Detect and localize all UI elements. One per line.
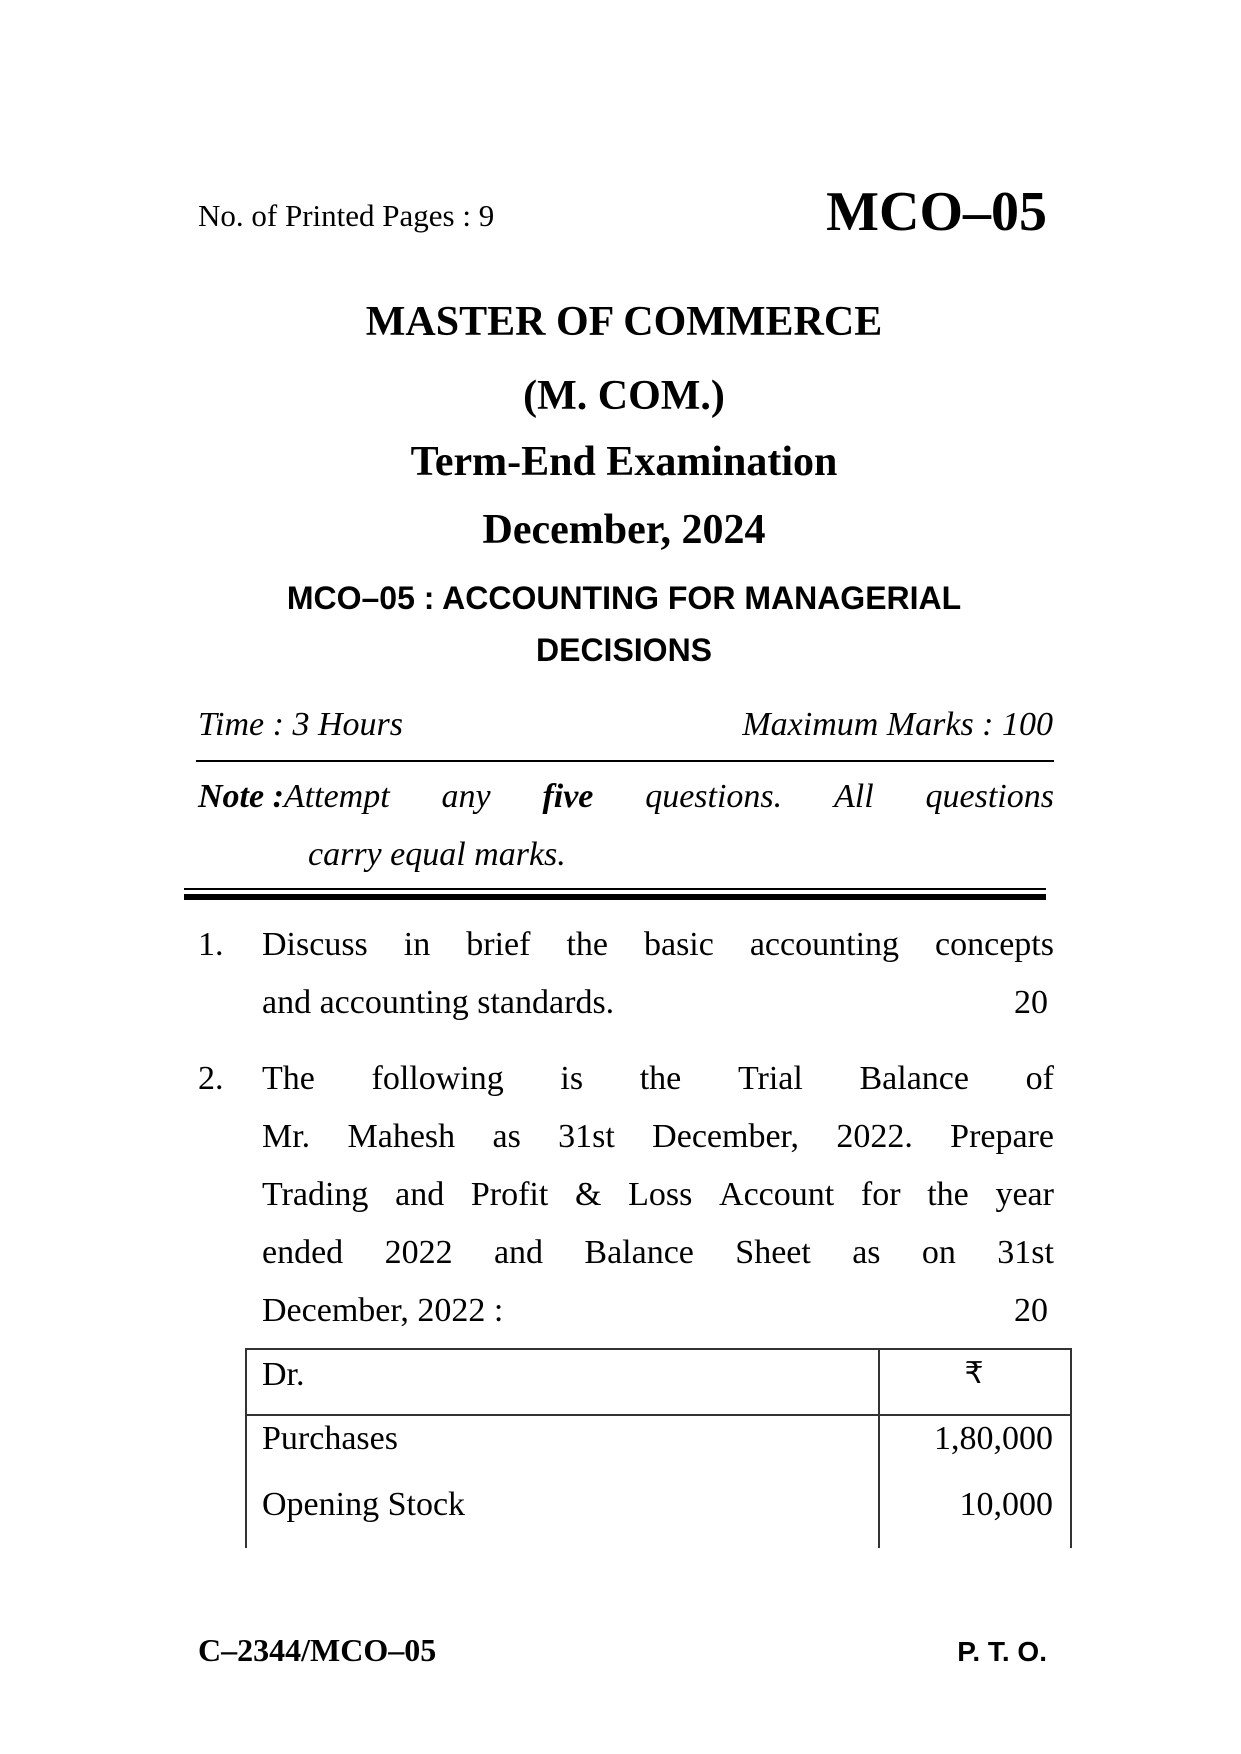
note-label: Note : <box>198 778 284 815</box>
note-line2: carry equal marks. <box>308 836 566 873</box>
program-abbreviation: (M. COM.) <box>523 373 725 419</box>
maximum-marks: Maximum Marks : 100 <box>742 706 1053 743</box>
note-word: Attempt <box>283 778 390 815</box>
table-header-divider <box>245 1414 1070 1416</box>
question-2 <box>198 1050 1054 1340</box>
question-text-line: Mr. Mahesh as 31st December, 2022. Prepare <box>262 1118 1054 1155</box>
rupee-icon: ₹ <box>964 1356 984 1391</box>
subject-title-line1: MCO–05 : ACCOUNTING FOR MANAGERIAL <box>286 580 962 616</box>
separator-thick <box>184 894 1046 900</box>
course-code: MCO–05 <box>826 181 1047 243</box>
question-text-line: The following is the Trial Balance of <box>262 1060 1054 1097</box>
question-text-line: December, 2022 : <box>262 1292 504 1329</box>
question-text-line: Trading and Profit & Loss Account for the year <box>262 1176 1054 1213</box>
question-text-line: Discuss in brief the basic accounting concepts <box>262 926 1054 963</box>
table-row-label: Purchases <box>262 1420 398 1457</box>
please-turn-over: P. T. O. <box>957 1636 1047 1667</box>
divider <box>196 760 1054 762</box>
question-text-line: ended 2022 and Balance Sheet as on 31st <box>262 1234 1054 1271</box>
question-number: 1. <box>198 926 224 963</box>
note-word: All <box>834 778 874 815</box>
printed-pages-count: No. of Printed Pages : 9 <box>198 198 495 233</box>
table-row-amount: 10,000 <box>959 1486 1053 1523</box>
exam-date: December, 2024 <box>482 507 766 553</box>
question-marks: 20 <box>1014 1292 1048 1329</box>
question-1 <box>198 916 1054 1032</box>
note-emphasis: five <box>542 778 594 815</box>
note-word: questions. <box>645 778 783 815</box>
paper-code-footer: C–2344/MCO–05 <box>198 1632 437 1668</box>
table-row-label: Opening Stock <box>262 1486 466 1523</box>
note-word: questions <box>925 778 1054 815</box>
exam-duration: Time : 3 Hours <box>198 706 403 743</box>
question-marks: 20 <box>1014 984 1048 1021</box>
instructions-note <box>198 768 1054 884</box>
exam-type: Term-End Examination <box>410 439 838 485</box>
table-row-amount: 1,80,000 <box>934 1420 1053 1457</box>
separator-thin <box>184 888 1046 890</box>
program-title: MASTER OF COMMERCE <box>365 299 883 345</box>
subject-title-line2: DECISIONS <box>535 632 713 668</box>
question-number: 2. <box>198 1060 224 1097</box>
table-header-particulars: Dr. <box>262 1356 305 1393</box>
question-text-line: and accounting standards. <box>262 984 615 1021</box>
note-word: any <box>441 778 491 815</box>
